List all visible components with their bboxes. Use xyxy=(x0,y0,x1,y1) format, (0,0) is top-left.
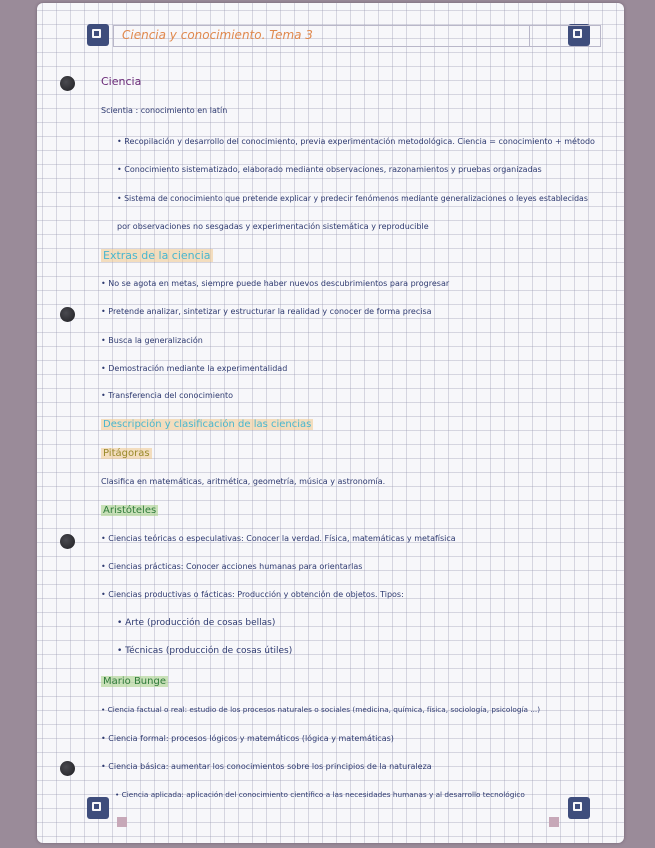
corner-tab-icon xyxy=(87,797,109,819)
title-divider xyxy=(529,26,530,46)
aristoteles-heading-text: Aristóteles xyxy=(103,505,157,516)
heading-ciencia: Ciencia xyxy=(101,75,142,88)
heading-aristoteles xyxy=(101,505,158,516)
binder-hole xyxy=(60,76,75,91)
binder-hole xyxy=(60,307,75,322)
list-item: • Ciencia factual o real: estudio de los procesos naturales o sociales (medicina, química, física, sociología, psicología ...) xyxy=(101,705,541,714)
list-item: • Recopilación y desarrollo del conocimiento, previa experimentación metodológica. Ciencia = conocimiento + método xyxy=(117,137,595,146)
corner-square-mark xyxy=(117,817,127,827)
list-item: • Ciencia básica: aumentar los conocimientos sobre los principios de la naturaleza xyxy=(101,762,432,771)
list-item: • No se agota en metas, siempre puede haber nuevos descubrimientos para progresar xyxy=(101,279,450,288)
heading-pitagoras xyxy=(101,448,152,459)
notebook-page xyxy=(37,3,624,843)
scientia-line: Scientia : conocimiento en latín xyxy=(101,106,228,115)
list-item: • Transferencia del conocimiento xyxy=(101,391,233,400)
list-item: • Arte (producción de cosas bellas) xyxy=(117,618,276,628)
list-item: • Busca la generalización xyxy=(101,336,203,345)
list-item: • Conocimiento sistematizado, elaborado mediante observaciones, razonamientos y pruebas organizadas xyxy=(117,165,542,174)
list-item: • Técnicas (producción de cosas útiles) xyxy=(117,646,293,656)
clasificacion-heading-text: Descripción y clasificación de las ciencias xyxy=(103,419,312,430)
list-item: • Ciencia aplicada: aplicación del conocimiento científico a las necesidades humanas y al desarrollo tecnológico xyxy=(115,790,525,799)
list-item: • Ciencias teóricas o especulativas: Conocer la verdad. Física, matemáticas y metafísica xyxy=(101,534,456,543)
pitagoras-heading-text: Pitágoras xyxy=(103,448,150,459)
list-item: • Pretende analizar, sintetizar y estructurar la realidad y conocer de forma precisa xyxy=(101,307,432,316)
corner-tab-icon xyxy=(568,797,590,819)
list-item: • Demostración mediante la experimentalidad xyxy=(101,364,288,373)
title-box xyxy=(113,25,601,47)
heading-extras xyxy=(101,249,213,262)
corner-tab-icon xyxy=(87,24,109,46)
list-item: por observaciones no sesgadas y experimentación sistemática y reproducible xyxy=(117,222,429,231)
list-item: • Sistema de conocimiento que pretende explicar y predecir fenómenos mediante generalizaciones o leyes establecidas xyxy=(117,194,588,203)
bunge-heading-text: Mario Bunge xyxy=(103,676,166,687)
binder-hole xyxy=(60,761,75,776)
heading-bunge xyxy=(101,676,168,687)
extras-heading-text: Extras de la ciencia xyxy=(103,249,211,262)
page-title: Ciencia y conocimiento. Tema 3 xyxy=(122,28,313,42)
binder-hole xyxy=(60,534,75,549)
list-item: • Ciencias prácticas: Conocer acciones humanas para orientarlas xyxy=(101,562,363,571)
list-item: • Ciencia formal: procesos lógicos y matemáticos (lógica y matemáticas) xyxy=(101,734,394,743)
corner-square-mark xyxy=(549,817,559,827)
heading-clasificacion xyxy=(101,419,313,430)
pitagoras-line: Clasifica en matemáticas, aritmética, geometría, música y astronomía. xyxy=(101,477,386,486)
list-item: • Ciencias productivas o fácticas: Producción y obtención de objetos. Tipos: xyxy=(101,590,404,599)
